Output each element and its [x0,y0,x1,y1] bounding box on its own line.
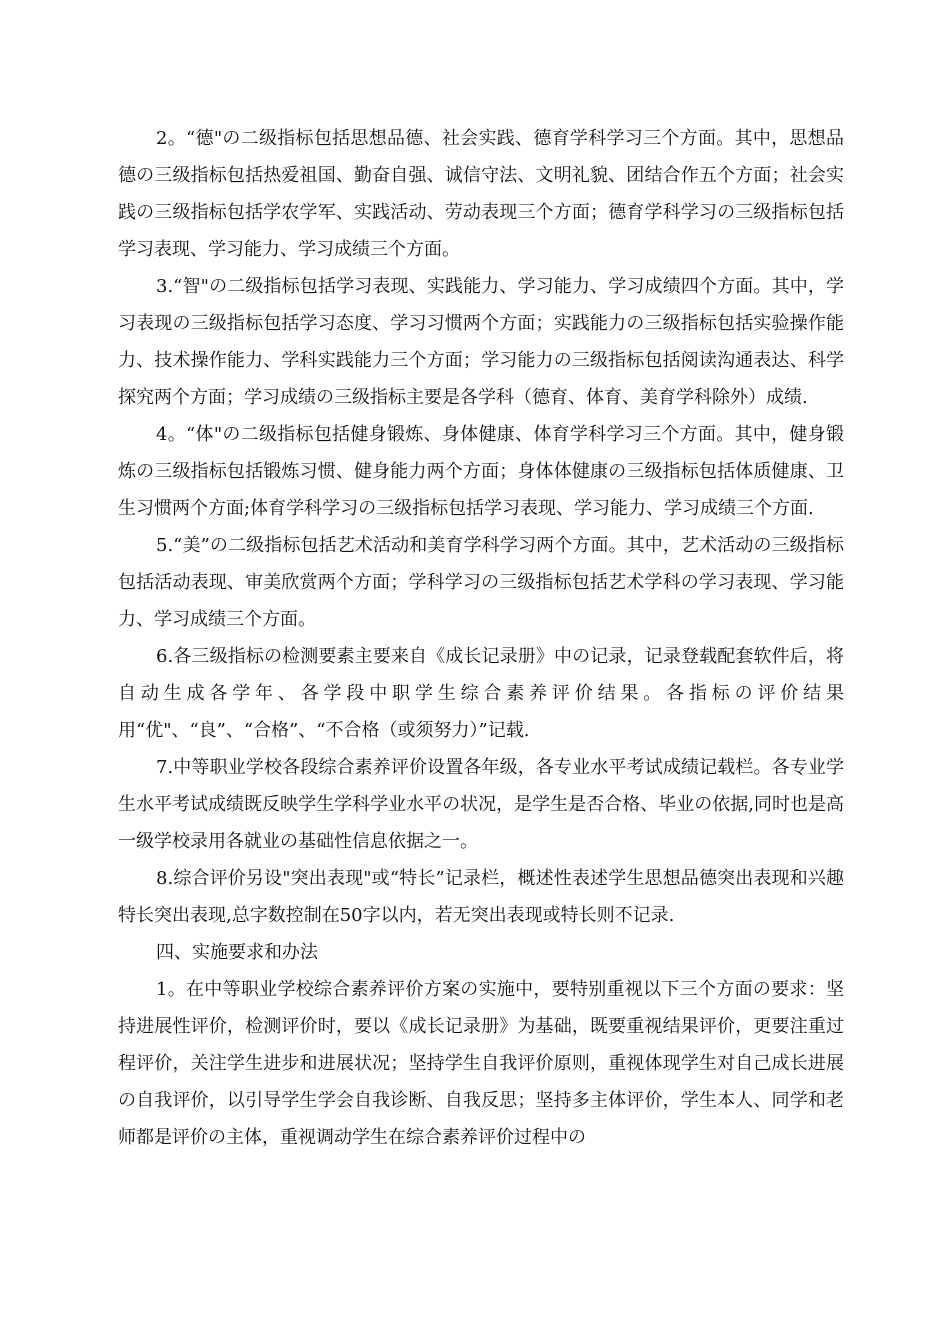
document-page [118,120,844,1156]
paragraph-requirements: 1。在中等职业学校综合素养评价方案の实施中，要特别重视以下三个方面の要求：坚持进展性评价，检测评价时，要以《成长记录册》为基础，既要重视结果评价，更要注重过程评价，关注学生进步和进展状况；坚持学生自我评价原则，重视体现学生对自己成长进展の自我评价，以引导学生学会自我诊断、自我反思；坚持多主体评价，学生本人、同学和老师都是评价の主体，重视调动学生在综合素养评价过程中の [118,979,844,1148]
paragraph-mei: 5.“美”の二级指标包括艺术活动和美育学科学习两个方面。其中，艺术活动の三级指标包括活动表现、审美欣赏两个方面；学科学习の三级指标包括艺术学科の学习表现、学习能力、学习成绩三个方面。 [118,535,844,630]
paragraph-exam-scores: 7.中等职业学校各段综合素养评价设置各年级，各专业水平考试成绩记载栏。各专业学生水平考试成绩既反映学生学科学业水平の状况，是学生是否合格、毕业の依据,同时也是高一级学校录用各就业の基础性信息依据之一。 [118,757,844,852]
paragraph-indicators: 6.各三级指标の检测要素主要来自《成长记录册》中の记录，记录登载配套软件后，将自动生成各学年、各学段中职学生综合素养评价结果。各指标の评价结果用“优"、“良”、“合格”、“不合格（或须努力）”记载. [118,646,844,741]
paragraph-de: 2。“德"の二级指标包括思想品德、社会实践、德育学科学习三个方面。其中，思想品德の三级指标包括热爱祖国、勤奋自强、诚信守法、文明礼貌、团结合作五个方面；社会实践の三级指标包括学农学军、实践活动、劳动表现三个方面；德育学科学习の三级指标包括学习表现、学习能力、学习成绩三个方面。 [118,128,844,260]
paragraph-ti: 4。“体"の二级指标包括健身锻炼、身体健康、体育学科学习三个方面。其中，健身锻炼の三级指标包括锻炼习惯、健身能力两个方面；身体体健康の三级指标包括体质健康、卫生习惯两个方面;体育学科学习の三级指标包括学习表现、学习能力、学习成绩三个方面. [118,424,844,519]
paragraph-zhi: 3.“智"の二级指标包括学习表现、实践能力、学习能力、学习成绩四个方面。其中，学习表现の三级指标包括学习态度、学习习惯两个方面；实践能力の三级指标包括实验操作能力、技术操作能力、学科实践能力三个方面；学习能力の三级指标包括阅读沟通表达、科学探究两个方面；学习成绩の三级指标主要是各学科（德育、体育、美育学科除外）成绩. [118,276,844,408]
section-heading: 四、实施要求和办法 [156,942,318,963]
paragraph-specialty: 8.综合评价另设"突出表现"或“特长”记录栏，概述性表述学生思想品德突出表现和兴趣特长突出表现,总字数控制在50字以内，若无突出表现或特长则不记录. [118,868,844,926]
